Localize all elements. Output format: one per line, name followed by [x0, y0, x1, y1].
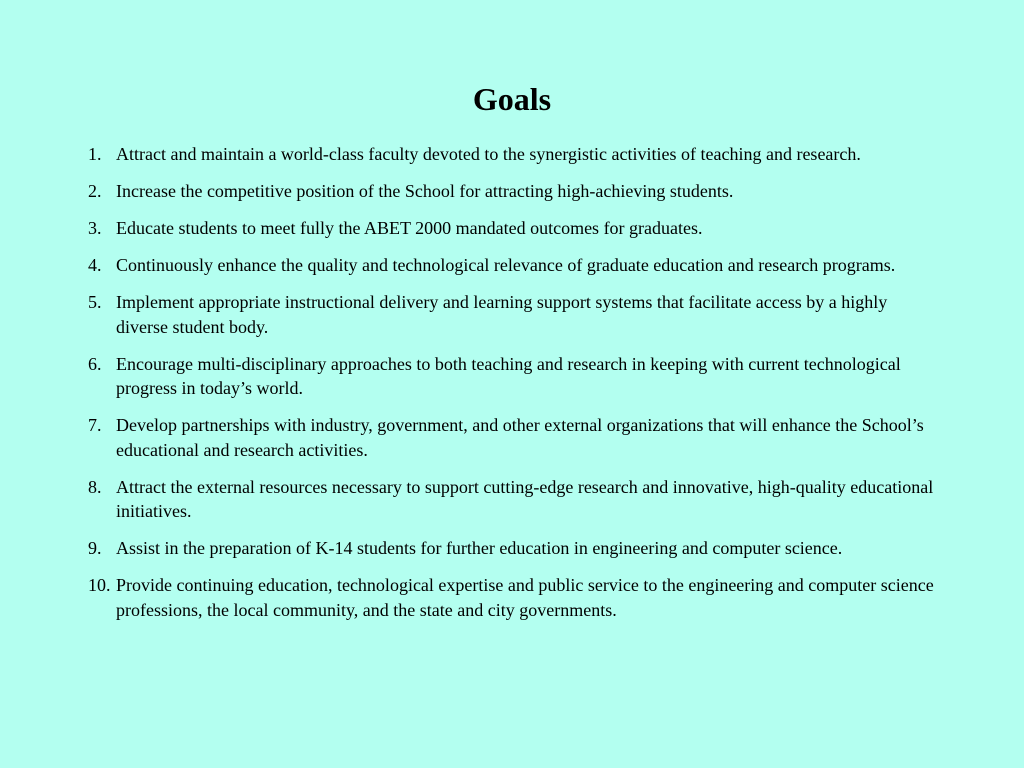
- goal-item-3: [88, 216, 938, 241]
- goal-text: Attract the external resources necessary to support cutting-edge research and innovative, high-quality educational initiatives.: [116, 476, 934, 521]
- goal-number: 6.: [88, 353, 102, 374]
- goal-number: 1.: [88, 144, 102, 164]
- goal-text: Educate students to meet fully the ABET 2000 mandated outcomes for graduates.: [116, 218, 703, 238]
- goal-item-4: [88, 253, 938, 278]
- goal-number: 3.: [88, 218, 102, 238]
- goal-text: Provide continuing education, technological expertise and public service to the engineering and computer science professions, the local community, and the state and city governments.: [116, 575, 934, 620]
- goal-number: 10.: [88, 575, 111, 595]
- goal-number: 5.: [88, 292, 102, 312]
- slide-title: Goals: [472, 81, 552, 117]
- goal-item-9: [88, 536, 938, 561]
- goal-item-10: [88, 573, 938, 622]
- goal-text: Develop partnerships with industry, government, and other external organizations that will enhance the School’s educational and research activities.: [116, 415, 924, 460]
- goal-number: 8.: [88, 476, 102, 497]
- goals-list: [88, 142, 938, 635]
- goal-text: Continuously enhance the quality and technological relevance of graduate education and research programs.: [116, 255, 896, 275]
- goal-item-1: [88, 142, 938, 167]
- goal-text: Assist in the preparation of K-14 students for further education in engineering and computer science.: [116, 538, 843, 558]
- goal-text: Increase the competitive position of the School for attracting high-achieving students.: [116, 181, 734, 201]
- goal-text: Encourage multi-disciplinary approaches to both teaching and research in keeping with current technological progress in today’s world.: [116, 353, 901, 398]
- goal-text: Implement appropriate instructional delivery and learning support systems that facilitate access by a highly diverse student body.: [116, 292, 888, 337]
- goal-number: 9.: [88, 538, 102, 558]
- goal-number: 7.: [88, 415, 102, 435]
- goal-item-8: [88, 475, 938, 524]
- goal-item-5: [88, 290, 938, 339]
- goal-number: 2.: [88, 181, 102, 201]
- goal-number: 4.: [88, 255, 102, 275]
- goal-item-2: [88, 179, 938, 204]
- goal-item-7: [88, 413, 938, 462]
- goal-item-6: [88, 352, 938, 401]
- goal-text: Attract and maintain a world-class faculty devoted to the synergistic activities of teaching and research.: [116, 144, 861, 164]
